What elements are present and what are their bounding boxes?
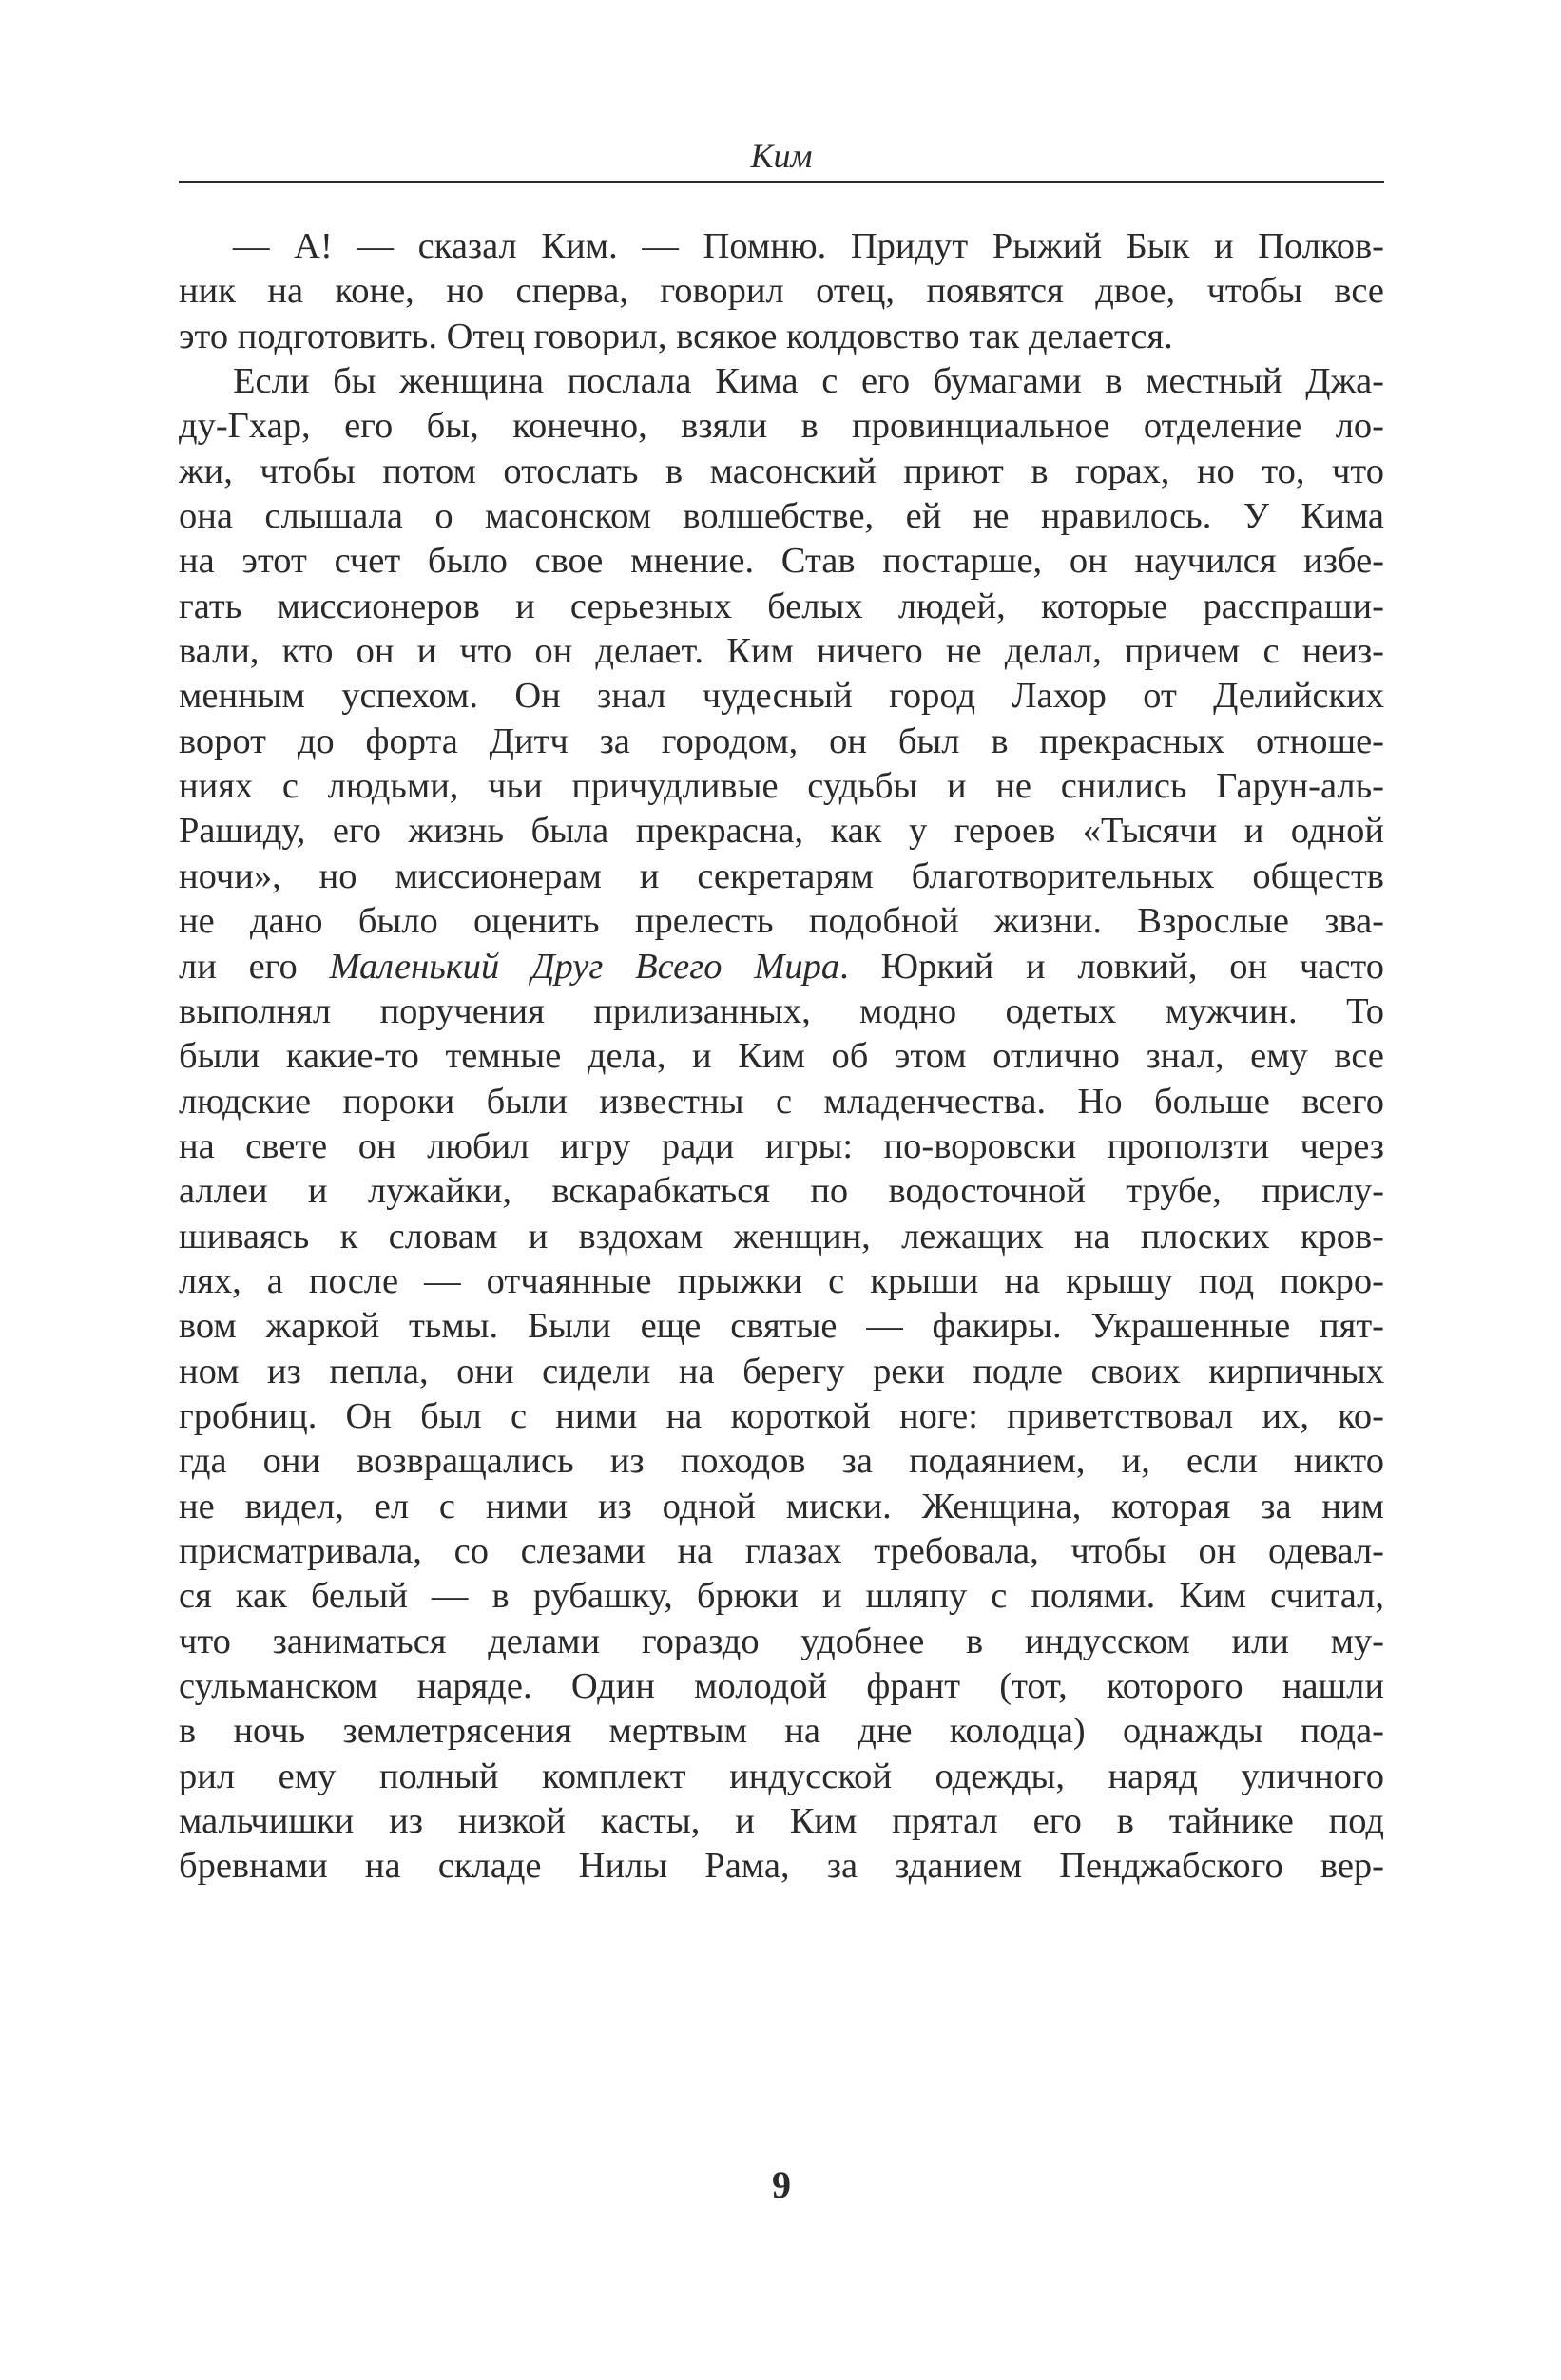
text-line: не дано было оценить прелесть подобной жизни. Взрослые зва-	[179, 901, 1384, 942]
text-line: она слышала о масонском волшебстве, ей не нравилось. У Кима	[179, 496, 1384, 537]
text-line: гробниц. Он был с ними на короткой ноге: приветствовал их, ко-	[179, 1395, 1384, 1436]
text-line: жи, чтобы потом отослать в масонский приют в горах, но то, что	[179, 451, 1384, 491]
text-line: не видел, ел с ними из одной миски. Женщина, которая за ним	[179, 1486, 1384, 1526]
text-line: — А! — сказал Ким. — Помню. Придут Рыжий Бык и Полков-	[233, 226, 1384, 266]
text-line: на свете он любил игру ради игры: по-воровски проползти через	[179, 1125, 1384, 1166]
text-line: ся как белый — в рубашку, брюки и шляпу с полями. Ким считал,	[179, 1576, 1384, 1617]
text-line: в ночь землетрясения мертвым на дне колодца) однажды пода-	[179, 1711, 1384, 1752]
text-line: вом жаркой тьмы. Были еще святые — факиры. Украшенные пят-	[179, 1306, 1384, 1347]
text-line: ник на коне, но сперва, говорил отец, появятся двое, чтобы все	[179, 271, 1384, 312]
text-line: на этот счет было свое мнение. Став постарше, он научился избе-	[179, 541, 1384, 582]
text-line: рил ему полный комплект индусской одежды, наряд уличного	[179, 1756, 1384, 1796]
text-line: это подготовить. Отец говорил, всякое колдовство так делается.	[179, 316, 1173, 356]
text-line: ниях с людьми, чьи причудливые судьбы и не снились Гарун-аль-	[179, 766, 1384, 807]
body-text	[179, 224, 1384, 1890]
paragraph	[179, 359, 1384, 1890]
text-line: лях, а после — отчаянные прыжки с крыши на крышу под покро-	[179, 1260, 1384, 1301]
text-line: ду-Гхар, его бы, конечно, взяли в провинциальное отделение ло-	[179, 406, 1384, 447]
text-line: что заниматься делами гораздо удобнее в индусском или му-	[179, 1621, 1384, 1661]
text-line: мальчишки из низкой касты, и Ким прятал его в тайнике под	[179, 1801, 1384, 1842]
paragraph	[179, 224, 1384, 359]
text-line: аллеи и лужайки, вскарабкаться по водосточной трубе, прислу-	[179, 1171, 1384, 1212]
text-line: ворот до форта Дитч за городом, он был в прекрасных отноше-	[179, 720, 1384, 761]
text-line: ном из пепла, они сидели на берегу реки подле своих кирпичных	[179, 1351, 1384, 1392]
text-line: гда они возвращались из походов за подаянием, и, если никто	[179, 1441, 1384, 1482]
text-run: . Юркий и ловкий, он часто	[839, 946, 1384, 987]
text-line: бревнами на складе Нилы Рама, за зданием Пенджабского вер-	[179, 1846, 1384, 1887]
text-line: Рашиду, его жизнь была прекрасна, как у героев «Тысячи и одной	[179, 811, 1384, 852]
text-line: выполнял поручения прилизанных, модно одетых мужчин. То	[179, 990, 1384, 1031]
text-run: ли его	[179, 946, 330, 987]
text-line: Если бы женщина послала Кима с его бумагами в местный Джа-	[233, 361, 1384, 402]
text-line: шиваясь к словам и вздохам женщин, лежащих на плоских кров-	[179, 1216, 1384, 1257]
text-line: гать миссионеров и серьезных белых людей, которые расспраши-	[179, 585, 1384, 626]
running-head: Ким	[750, 137, 813, 175]
page-number: 9	[772, 2163, 791, 2206]
text-line: менным успехом. Он знал чудесный город Лахор от Делийских	[179, 676, 1384, 717]
text-line: людские пороки были известны с младенчества. Но больше всего	[179, 1081, 1384, 1122]
text-line: присматривала, со слезами на глазах требовала, чтобы он одевал-	[179, 1530, 1384, 1571]
text-line: вали, кто он и что он делает. Ким ничего не делал, причем с неиз-	[179, 631, 1384, 672]
text-line: сульманском наряде. Один молодой франт (тот, которого нашли	[179, 1666, 1384, 1706]
text-line: ночи», но миссионерам и секретарям благотворительных обществ	[179, 855, 1384, 896]
text-line: были какие-то темные дела, и Ким об этом отлично знал, ему все	[179, 1036, 1384, 1077]
header-rule	[179, 181, 1384, 183]
italic-phrase: Маленький Друг Всего Мира	[329, 946, 840, 987]
text-line-with-italic	[179, 945, 1384, 989]
